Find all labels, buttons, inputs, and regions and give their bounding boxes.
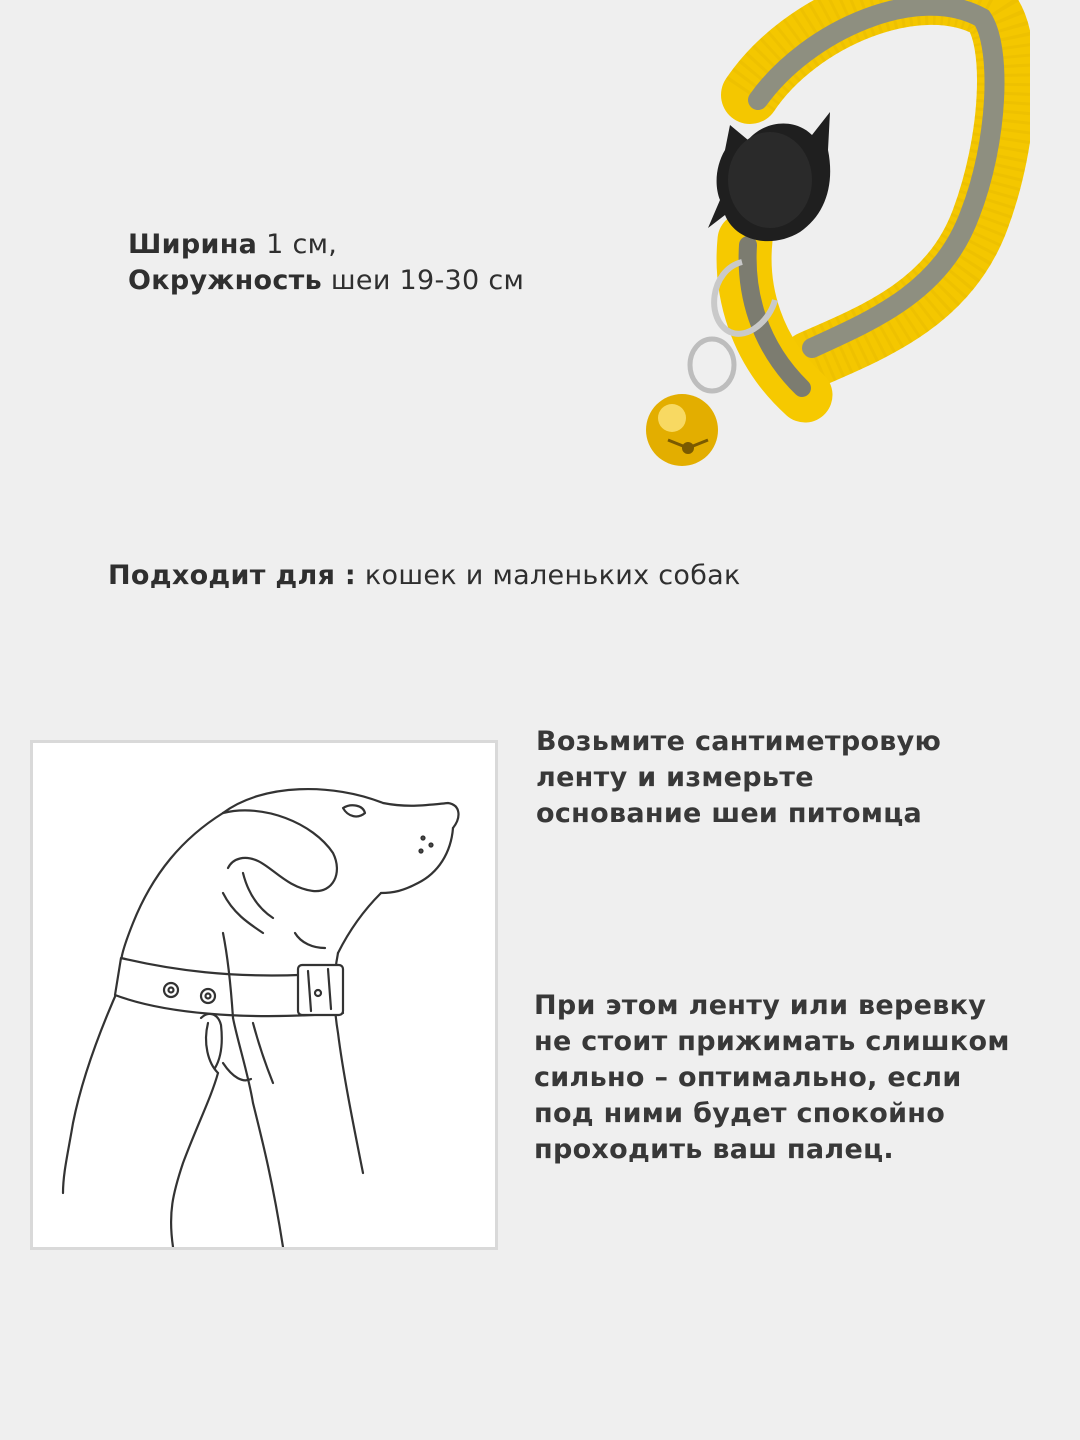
neck-label: Окружность [128,265,323,296]
dog-illustration-frame [30,740,498,1250]
measure-line-3: основание шеи питомца [536,798,923,829]
size-spec [128,227,524,299]
neck-value: шеи 19-30 см [322,265,525,296]
measure-instruction [536,724,941,832]
tip-line-3: сильно – оптимально, если [534,1062,962,1093]
tip-line-2: не стоит прижимать слишком [534,1026,1010,1057]
dog-neck-measurement-illustration [33,743,495,1247]
suitable-for [108,558,741,594]
fit-tip [534,988,1010,1168]
cat-collar-product-image [630,0,1030,480]
tip-line-4: под ними будет спокойно [534,1098,946,1129]
suitable-for-value: кошек и маленьких собак [356,560,741,591]
suitable-for-label: Подходит для : [108,560,357,591]
measure-line-2: ленту и измерьте [536,762,814,793]
tip-line-5: проходить ваш палец. [534,1134,894,1165]
measure-line-1: Возьмите сантиметровую [536,726,942,757]
tip-line-1: При этом ленту или веревку [534,990,987,1021]
width-value: 1 см, [257,229,338,260]
width-label: Ширина [128,229,258,260]
